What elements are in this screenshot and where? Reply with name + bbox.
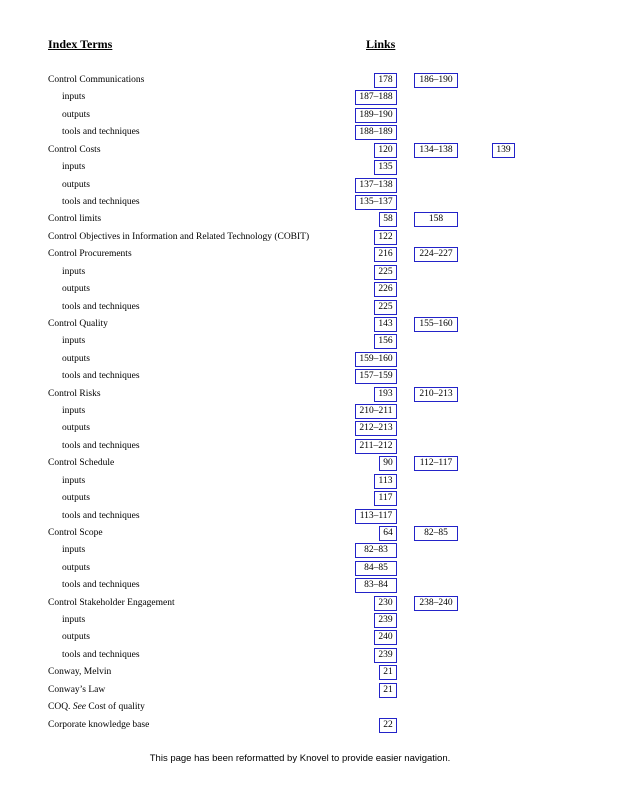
index-entry-row: [0, 439, 618, 454]
page-link[interactable]: 58: [379, 212, 397, 227]
index-entry-row: [0, 230, 618, 245]
term-text: Control Schedule: [48, 458, 115, 469]
page-link[interactable]: 239: [374, 648, 397, 663]
page-link[interactable]: 211–212: [355, 439, 397, 454]
page-link[interactable]: 90: [379, 456, 397, 471]
term-text: Control Quality: [48, 318, 108, 329]
index-subterm: [62, 578, 140, 593]
index-entry-row: [0, 456, 618, 471]
term-text: Control limits: [48, 214, 102, 225]
index-entry-row: [0, 334, 618, 349]
index-term: [48, 526, 103, 541]
page-link[interactable]: 113–117: [355, 509, 397, 524]
page-link[interactable]: 239: [374, 613, 397, 628]
index-term: [48, 317, 108, 332]
index-entry-row: [0, 596, 618, 611]
index-entry-row: [0, 247, 618, 262]
page-link[interactable]: 21: [379, 665, 397, 680]
term-text: inputs: [62, 615, 86, 625]
term-text: tools and techniques: [62, 301, 140, 312]
index-subterm: [62, 282, 90, 297]
page-link[interactable]: 238–240: [414, 596, 458, 611]
index-subterm: [62, 334, 85, 349]
page-link[interactable]: 143: [374, 317, 397, 332]
index-subterm: [62, 265, 85, 280]
page-link[interactable]: 22: [379, 718, 397, 733]
index-entry-row: [0, 317, 618, 332]
index-entry-row: [0, 143, 618, 158]
page-link[interactable]: 216: [374, 247, 397, 262]
index-entry-row: [0, 561, 618, 576]
page-link[interactable]: 187–188: [355, 90, 397, 105]
page-link[interactable]: 158: [414, 212, 458, 227]
page-link[interactable]: 122: [374, 230, 397, 245]
term-text: COQ.: [48, 702, 71, 713]
page-link[interactable]: 135: [374, 160, 397, 175]
page-link[interactable]: 112–117: [414, 456, 458, 471]
index-subterm: [62, 300, 140, 315]
index-entry-row: [0, 160, 618, 175]
index-term: [48, 212, 101, 227]
index-entry-row: [0, 73, 618, 88]
index-term: [48, 73, 144, 88]
index-entry-row: [0, 578, 618, 593]
index-subterm: [62, 491, 90, 506]
index-entry-row: [0, 421, 618, 436]
index-term: [48, 230, 309, 245]
index-subterm: [62, 543, 85, 558]
page-link[interactable]: 64: [379, 526, 397, 541]
index-entry-row: [0, 630, 618, 645]
page-link[interactable]: 82–83: [355, 543, 397, 558]
index-subterm: [62, 561, 90, 576]
page-link[interactable]: 212–213: [355, 421, 397, 436]
page-link[interactable]: 225: [374, 265, 397, 280]
index-subterm: [62, 90, 85, 105]
term-text: tools and techniques: [62, 510, 140, 521]
index-entry-row: [0, 404, 618, 419]
page-link[interactable]: 225: [374, 300, 397, 315]
index-entry-row: [0, 543, 618, 558]
term-text: Control Procurements: [48, 249, 132, 260]
page-link[interactable]: 240: [374, 630, 397, 645]
index-entry-row: [0, 387, 618, 402]
index-entry-row: [0, 178, 618, 193]
term-text: Conway, Melvin: [48, 667, 112, 678]
page-link[interactable]: 117: [374, 491, 397, 506]
index-entry-row: [0, 474, 618, 489]
term-text: inputs: [62, 336, 86, 347]
page-link[interactable]: 210–213: [414, 387, 458, 402]
index-entry-row: [0, 683, 618, 698]
index-entry-row: [0, 125, 618, 140]
term-text: tools and techniques: [62, 127, 140, 138]
index-entry-row: [0, 526, 618, 541]
page-link[interactable]: 113: [374, 474, 397, 489]
page-link[interactable]: 189–190: [355, 108, 397, 123]
index-entry-row: [0, 212, 618, 227]
page-link[interactable]: 120: [374, 143, 397, 158]
term-text: inputs: [62, 545, 86, 556]
term-text: Control Risks: [48, 388, 101, 399]
index-entry-row: [0, 90, 618, 105]
page-link[interactable]: 230: [374, 596, 397, 611]
page-link[interactable]: 156: [374, 334, 397, 349]
index-subterm: [62, 421, 90, 436]
index-terms-header: Index Terms: [48, 37, 113, 51]
term-text: tools and techniques: [62, 196, 140, 207]
index-entry-row: [0, 718, 618, 733]
index-term: [48, 456, 114, 471]
index-entry-row: [0, 300, 618, 315]
index-subterm: [62, 439, 140, 454]
term-text: Control Scope: [48, 527, 103, 538]
term-text: outputs: [62, 493, 90, 504]
term-text: outputs: [62, 109, 90, 120]
page-link[interactable]: 224–227: [414, 247, 458, 262]
term-text: Control Stakeholder Engagement: [48, 597, 175, 608]
index-entry-row: [0, 613, 618, 628]
term-text: outputs: [62, 562, 90, 573]
see-reference-label: See: [72, 702, 86, 713]
page-link[interactable]: 157–159: [355, 369, 397, 384]
index-term: [48, 143, 101, 158]
index-subterm: [62, 195, 140, 210]
index-term: [48, 700, 145, 715]
page-link[interactable]: 21: [379, 683, 397, 698]
index-entry-row: [0, 509, 618, 524]
index-subterm: [62, 352, 90, 367]
page-link[interactable]: 134–138: [414, 143, 458, 158]
index-entry-row: [0, 700, 618, 715]
index-term: [48, 683, 105, 698]
index-entry-row: [0, 648, 618, 663]
page-link[interactable]: 135–137: [355, 195, 397, 210]
index-subterm: [62, 369, 140, 384]
index-entry-row: [0, 282, 618, 297]
see-reference-target[interactable]: Cost of quality: [88, 702, 145, 713]
term-text: outputs: [62, 353, 90, 364]
page-link[interactable]: 83–84: [355, 578, 397, 593]
page-link[interactable]: 178: [374, 73, 397, 88]
page-link[interactable]: 193: [374, 387, 397, 402]
page-link[interactable]: 210–211: [355, 404, 397, 419]
term-text: tools and techniques: [62, 371, 140, 382]
index-subterm: [62, 160, 85, 175]
page-link[interactable]: 226: [374, 282, 397, 297]
index-subterm: [62, 648, 140, 663]
index-term: [48, 665, 111, 680]
page-link[interactable]: 188–189: [355, 125, 397, 140]
page-link[interactable]: 84–85: [355, 561, 397, 576]
index-subterm: [62, 613, 85, 628]
index-subterm: [62, 474, 85, 489]
page-link[interactable]: 186–190: [414, 73, 458, 88]
index-term: [48, 387, 101, 402]
links-header: Links: [366, 37, 396, 51]
term-text: Control Costs: [48, 144, 101, 155]
index-subterm: [62, 630, 90, 645]
index-term: [48, 596, 175, 611]
index-entry-row: [0, 352, 618, 367]
term-text: outputs: [62, 632, 90, 643]
index-subterm: [62, 509, 140, 524]
page-link[interactable]: 139: [492, 143, 515, 158]
term-text: inputs: [62, 406, 86, 416]
term-text: outputs: [62, 284, 90, 294]
term-text: outputs: [62, 423, 90, 434]
page-link[interactable]: 137–138: [355, 178, 397, 193]
term-text: inputs: [62, 162, 86, 173]
index-entry-row: [0, 491, 618, 506]
term-text: inputs: [62, 475, 86, 486]
term-text: Control Communications: [48, 75, 145, 85]
index-entry-row: [0, 108, 618, 123]
index-subterm: [62, 404, 85, 419]
index-subterm: [62, 108, 90, 123]
term-text: Conway’s Law: [48, 684, 106, 695]
term-text: inputs: [62, 266, 86, 277]
term-text: tools and techniques: [62, 580, 140, 591]
page-link[interactable]: 155–160: [414, 317, 458, 332]
index-term: [48, 718, 149, 733]
index-entry-row: [0, 665, 618, 680]
term-text: tools and techniques: [62, 649, 140, 660]
index-term: [48, 247, 132, 262]
index-subterm: [62, 125, 140, 140]
term-text: outputs: [62, 179, 90, 190]
index-entry-row: [0, 369, 618, 384]
term-text: inputs: [62, 92, 86, 103]
page-link[interactable]: 82–85: [414, 526, 458, 541]
footer-note: This page has been reformatted by Knovel to provide easier navigation.: [149, 753, 451, 764]
term-text: Corporate knowledge base: [48, 719, 150, 730]
index-subterm: [62, 178, 90, 193]
index-entry-row: [0, 265, 618, 280]
index-entry-row: [0, 195, 618, 210]
page-link[interactable]: 159–160: [355, 352, 397, 367]
term-text: Control Objectives in Information and Related Technology (COBIT): [48, 231, 310, 242]
term-text: tools and techniques: [62, 440, 140, 451]
